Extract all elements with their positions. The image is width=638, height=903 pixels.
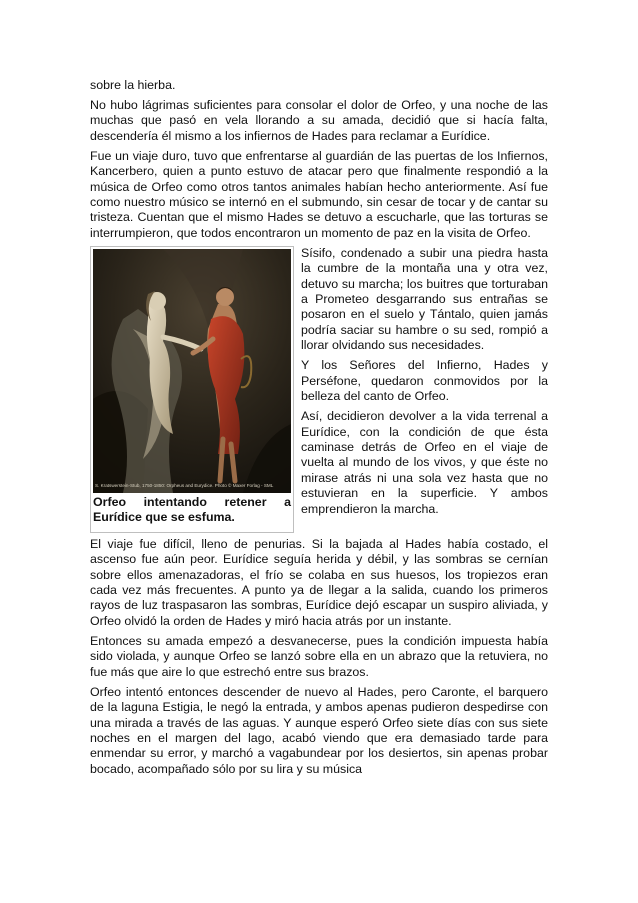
image-credit: S. Kratswerstein-Stub, 1750-1850: Orpheus and Eurydice. Photo © Maxer Forlag - SML xyxy=(95,482,274,488)
paragraph: Entonces su amada empezó a desvanecerse, pues la condición impuesta había sido violada, y aunque Orfeo se lanzó sobre ella en un abrazo que la retuviera, no fue más que aire lo que estrechó entre sus brazos. xyxy=(90,633,548,679)
side-text-column xyxy=(301,246,548,522)
document-page xyxy=(90,78,548,782)
figure-caption: Orfeo intentando retener a Eurídice que se esfuma. xyxy=(93,494,291,525)
paragraph: No hubo lágrimas suficientes para consolar el dolor de Orfeo, y una noche de las muchas que pasó en vela llorando a su amada, decidió que si hacía falta, descendería él mismo a los infiernos de Hades para reclamar a Eurídice. xyxy=(90,98,548,143)
figure-section xyxy=(90,246,548,533)
paragraph: Orfeo intentó entonces descender de nuevo al Hades, pero Caronte, el barquero de la laguna Estigia, le negó la entrada, y ambos apenas pudieron despedirse con una mirada a través de las aguas. Y aunque esperó Orfeo siete días con sus siete noches en el margen del lago, acabó viendo que era demasiado tarde para enmendar su error, y marchó a vagabundear por los desiertos, sin apenas probar bocado, acompañado sólo por su lira y su música xyxy=(90,684,548,776)
paragraph: Y los Señores del Infierno, Hades y Perséfone, quedaron conmovidos por la belleza del canto de Orfeo. xyxy=(301,358,548,404)
paragraph: El viaje fue difícil, lleno de penurias. Si la bajada al Hades había costado, el ascenso fue aún peor. Eurídice seguía herida y débil, y las sombras se cernían sobre ellos amenazadoras, el frío se colaba en sus huesos, los tropiezos eran cada vez más frecuentes. A punto ya de llegar a la salida, cuando los primeros rayos de luz traspasaron las sombras, Eurídice dejó escapar un suspiro aliviada, y Orfeo olvidó la orden de Hades y miró hacia atrás por un instante. xyxy=(90,536,548,628)
orpheus-eurydice-painting xyxy=(93,249,291,493)
paragraph: Así, decidieron devolver a la vida terrenal a Eurídice, con la condición de que ésta caminase detrás de Orfeo en el viaje de vuelta al mundo de los vivos, y que éste no mirase atrás ni una sola vez hasta que no estuvieran en la superficie. Y ambos emprendieron la marcha. xyxy=(301,409,548,516)
figure xyxy=(90,246,294,533)
paragraph: sobre la hierba. xyxy=(90,78,176,92)
paragraph: Fue un viaje duro, tuvo que enfrentarse al guardián de las puertas de los Infiernos, Kancerbero, quien a punto estuvo de atacar pero que finalmente respondió a la música de Orfeo como otros tantos animales habían hecho anteriormente. Así fue como nuestro músico se internó en el submundo, sin cesar de tocar y de cantar su tristeza. Cuentan que el mismo Hades se detuvo a escucharle, que las torturas se interrumpieron, que todos encontraron un momento de paz en la visita de Orfeo. xyxy=(90,148,548,240)
paragraph: Sísifo, condenado a subir una piedra hasta la cumbre de la montaña una y otra vez, detuvo su marcha; los buitres que torturaban a Prometeo desgarrando sus entrañas se posaron en el suelo y Tántalo, quien jamás podría saciar su hambre o su sed, rompió a llorar olvidando sus necesidades. xyxy=(301,245,548,353)
